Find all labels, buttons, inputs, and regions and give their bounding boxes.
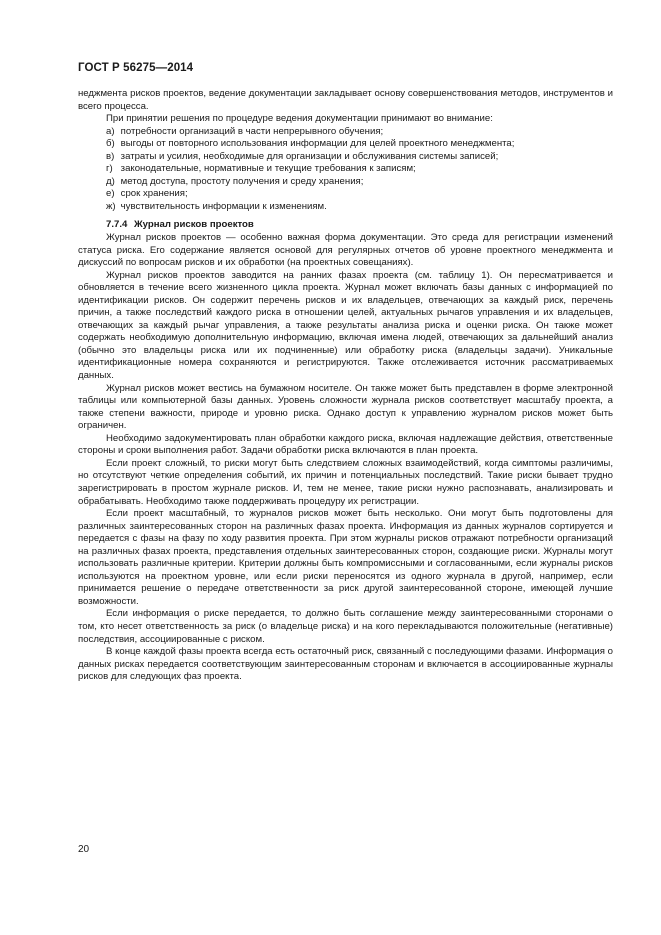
list-item-text: метод доступа, простоту получения и среду хранения; [120,175,364,187]
list-marker: д) [106,175,115,187]
list-lead-paragraph: При принятии решения по процедуре ведения документации принимают во внимание: [106,113,493,125]
list-item [78,138,613,151]
body-paragraph: Необходимо задокументировать план обработки каждого риска, включая надлежащие действия, ответственные стороны и сроки выполнения работ. Задачи обработки риска включаются в план проекта. [78,432,613,457]
document-header: ГОСТ Р 56275—2014 [78,62,194,74]
body-paragraph: Журнал рисков проектов — особенно важная форма документации. Это среда для регистрации изменений статуса риска. Его содержание является основой для регулярных отчетов об уровне проектного менеджмента и дискуссий по вопросам рисков и их обработки (на проектных совещаниях). [78,232,613,269]
body-paragraph: Если проект сложный, то риски могут быть следствием сложных взаимодействий, когда симптомы различимы, но отсутствуют четкие определения событий, их причин и потенциальных последствий. Такие риски бывает трудно зарегистрировать в простом журнале рисков. И, тем не менее, такие риски нужно распознавать, анализировать и обрабатывать. Необходимо также поддерживать процедуру их регистрации. [78,457,613,507]
list-marker: е) [106,188,115,200]
body-paragraph: Журнал рисков может вестись на бумажном носителе. Он также может быть представлен в форме электронной таблицы или компьютерной базы данных. Уровень сложности журнала рисков соответствует масштабу проекта, а также степени важности, природе и уровню риска. Однако доступ к управлению журналом рисков может быть ограничен. [78,382,613,432]
list-item [78,151,613,164]
body-paragraph: Если информация о риске передается, то должно быть соглашение между заинтересованными сторонами о том, кто несет ответственность за риск (о владельце риска) и на кого перекладываются положительные (негативные) последствия, ассоциированные с риском. [78,608,613,645]
list-item-text: потребности организаций в части непрерывного обучения; [120,125,384,137]
section-title: Журнал рисков проектов [134,219,254,231]
list-item [78,126,613,139]
list-item [78,188,613,201]
section-number: 7.7.4 [106,219,128,231]
list-marker: ж) [106,200,116,212]
list-item [78,163,613,176]
list-item-text: выгоды от повторного использования информации для целей проектного менеджмента; [120,138,515,150]
body-paragraph: Журнал рисков проектов заводится на ранних фазах проекта (см. таблицу 1). Он пересматривается и обновляется в течение всего жизненного цикла проекта. Журнал может включать базы данных с информацией по идентификации рисков. Он содержит перечень рисков и их владельцев, отвечающих за каждый риск, перечень причин, а также последствий каждого риска в отношении целей, актуальных рычагов управления и их владельцев, отвечающих за каждый рычаг управления, а также результаты анализа риска и оценки риска. Он также может содержать необходимую дополнительную информацию, включая имена людей, отвечающих за дальнейший анализ (обычно это владельцы риска или их подчиненные) или обработку риска (владельцы задачи). Уникальные идентификационные номера сохраняются и регистрируются. Также отслеживается источник рассматриваемых данных. [78,269,613,382]
list-item [78,176,613,189]
body-paragraph: В конце каждой фазы проекта всегда есть остаточный риск, связанный с последующими фазами. Информация о данных рисках передается соответствующим заинтересованным сторонам и включается в ассоциированные журналы рисков для следующих фаз проекта. [78,646,613,683]
section-heading [78,219,613,232]
list-item-text: затраты и усилия, необходимые для организации и обслуживания системы записей; [120,150,499,162]
list-marker: г) [106,163,113,175]
list-item [78,201,613,214]
list-marker: б) [106,138,115,150]
page-number: 20 [78,844,90,855]
continuation-paragraph: неджмента рисков проектов, ведение документации закладывает основу совершенствования методов, инструментов и всего процесса. [78,88,613,112]
document-body [78,88,613,684]
list-item-text: срок хранения; [120,188,188,200]
list-item-text: чувствительность информации к изменениям. [120,200,327,212]
considerations-list [78,126,613,214]
list-item-text: законодательные, нормативные и текущие требования к записям; [120,163,416,175]
list-marker: в) [106,150,115,162]
list-marker: а) [106,125,115,137]
body-paragraph: Если проект масштабный, то журналов рисков может быть несколько. Они могут быть подготовлены для различных заинтересованных сторон на различных фазах проекта. Информация из данных журналов сортируется и передается с фазы на фазу по ходу развития проекта. При этом журналы рисков отражают потребности организаций на различных фазах проекта, представления отдельных заинтересованных сторон, создающие риски. Журналы могут использовать различные критерии. Критерии должны быть компромиссными и согласованными, если журналы рисков используются на проектном уровне, или если риски переносятся из одного журнала в другой, например, если принимается решение о передаче ответственности за риск другой заинтересованной стороне, имеющей лучшие возможности. [78,508,613,607]
